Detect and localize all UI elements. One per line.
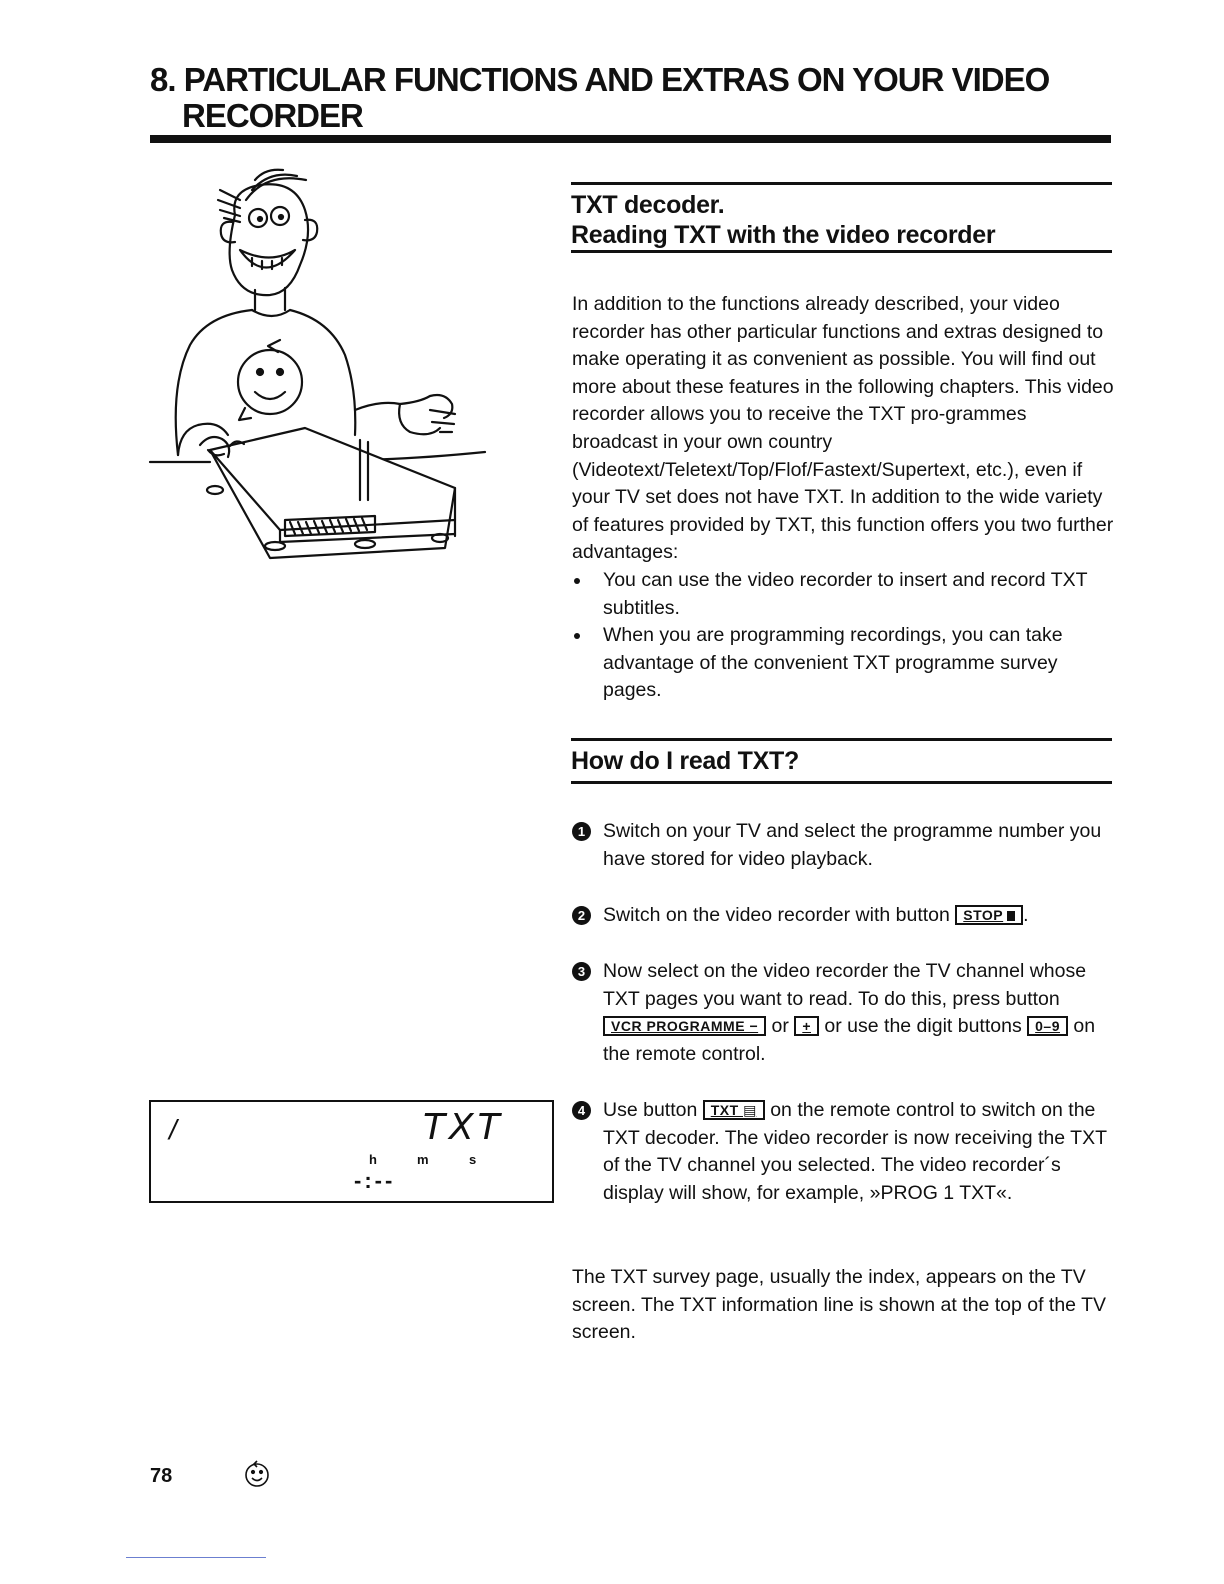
section-heading-text: How do I read TXT?	[571, 747, 799, 775]
step-number-icon: 1	[572, 822, 591, 841]
display-time: -:--	[354, 1168, 396, 1193]
page-number: 78	[150, 1465, 173, 1487]
plus-key: +	[794, 1016, 819, 1036]
section-heading-line2: Reading TXT with the video recorder	[571, 221, 996, 249]
bullet-icon	[574, 578, 580, 584]
section-heading-how-read-txt	[571, 738, 1112, 784]
smiley-cycle-icon	[241, 1458, 273, 1490]
chapter-title-line2: RECORDER	[182, 97, 363, 134]
bullet-icon	[574, 633, 580, 639]
man-with-video-recorder-illustration	[140, 160, 500, 570]
display-unit-s: s	[469, 1152, 477, 1167]
step-number-icon: 2	[572, 906, 591, 925]
vcr-display-panel	[149, 1100, 554, 1203]
step-number-icon: 4	[572, 1101, 591, 1120]
section-heading-txt-decoder	[571, 182, 1112, 253]
advantages-list	[572, 567, 1117, 705]
step-number-icon: 3	[572, 962, 591, 981]
txt-key: TXT ▤	[703, 1100, 765, 1120]
footer-rule	[126, 1557, 266, 1558]
display-unit-h: h	[369, 1152, 377, 1167]
digit-keys: 0–9	[1027, 1016, 1068, 1036]
vcr-programme-minus-key: VCR PROGRAMME −	[603, 1016, 766, 1036]
closing-text: The TXT survey page, usually the index, appears on the TV screen. The TXT information line is shown at the top of the TV screen.	[572, 1266, 1107, 1344]
list-item: You can use the video recorder to insert and record TXT subtitles.	[572, 567, 1117, 622]
stop-key: STOP	[955, 905, 1023, 925]
display-unit-m: m	[417, 1152, 429, 1167]
section-heading-line1: TXT decoder.	[571, 191, 725, 219]
display-txt-label: TXT	[423, 1107, 504, 1148]
step-1: 1 Switch on your TV and select the programme number you have stored for video playback.	[572, 818, 1117, 873]
stop-square-icon	[1007, 911, 1015, 921]
chapter-rule	[150, 135, 1111, 143]
step-2: 2 Switch on the video recorder with button STOP .	[572, 902, 1117, 930]
list-item: When you are programming recordings, you can take advantage of the convenient TXT programme survey pages.	[572, 622, 1117, 705]
intro-text	[572, 291, 1117, 705]
chapter-title-line1: 8. PARTICULAR FUNCTIONS AND EXTRAS ON YOUR VIDEO	[150, 61, 1050, 98]
display-slash: /	[169, 1114, 177, 1145]
step-4: 4 Use button TXT ▤ on the remote control to switch on the TXT decoder. The video recorder is now receiving the TXT of the TV channel you selected. The video recorder´s display will show, for example, »PROG 1 TXT«.	[572, 1097, 1117, 1207]
chapter-title	[150, 62, 1110, 134]
intro-paragraph: In addition to the functions already described, your video recorder has other particular functions and extras designed to make operating it as convenient as possible. You will find out more about these features in the following chapters. This video recorder allows you to receive the TXT pro-grammes broadcast in your own country (Videotext/Teletext/Top/Flof/Fastext/Supertext, etc.), even if your TV set does not have TXT. In addition to the wide variety of features provided by TXT, this function offers you two further advantages:	[572, 293, 1114, 564]
step-3: 3 Now select on the video recorder the TV channel whose TXT pages you want to read. To do this, press button VCR PROGRAMME − or + or use the digit buttons 0–9 on the remote control.	[572, 958, 1117, 1068]
